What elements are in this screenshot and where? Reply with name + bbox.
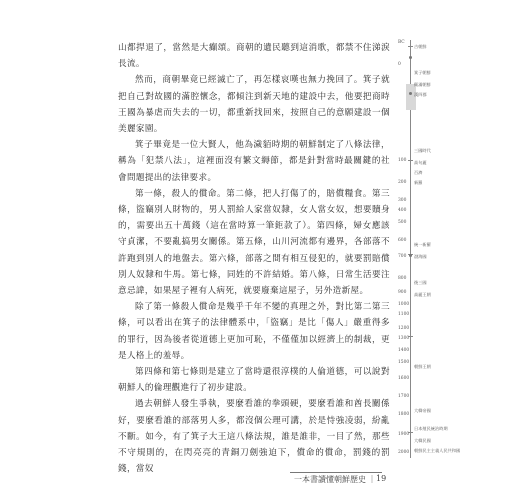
timeline-year: 700 bbox=[398, 254, 407, 259]
timeline-event: 統一新羅 bbox=[414, 242, 431, 247]
main-text bbox=[118, 40, 390, 475]
timeline-year: 200 bbox=[398, 180, 407, 185]
timeline-year: 900 bbox=[398, 290, 407, 295]
timeline-year: 1000 bbox=[398, 302, 410, 307]
timeline-event: 大韓帝國 bbox=[414, 408, 431, 413]
footer-separator: ｜ bbox=[368, 475, 376, 484]
timeline-tick bbox=[408, 160, 413, 161]
timeline-year: 600 bbox=[398, 238, 407, 243]
timeline-event: 新羅 bbox=[414, 180, 423, 185]
timeline-marker bbox=[409, 56, 412, 59]
timeline-event: 大韓民國 bbox=[414, 438, 431, 443]
timeline-year: 400 bbox=[398, 208, 407, 213]
timeline-year: 800 bbox=[398, 276, 407, 281]
paragraph: 箕子畢竟是一位大賢人，他為濊貊時期的朝鮮制定了八條法律，稱為「犯禁八法」，這裡面沒有繁文縟節，都是針對當時最關鍵的社會問題提出的法律要求。 bbox=[118, 140, 390, 183]
timeline-sidebar bbox=[398, 40, 461, 460]
timeline-event: 百濟 bbox=[414, 170, 423, 175]
timeline-year: 1400 bbox=[398, 348, 410, 353]
timeline-marker bbox=[409, 92, 412, 95]
page-number: 19 bbox=[376, 474, 387, 483]
timeline-tick bbox=[408, 336, 413, 337]
timeline-event: 古朝鮮 bbox=[414, 44, 427, 49]
timeline-event: 後三國 bbox=[414, 280, 427, 285]
timeline-year: 1500 bbox=[398, 360, 410, 365]
timeline-year: 1600 bbox=[398, 376, 410, 381]
timeline-event: 漢四郡 bbox=[414, 92, 427, 97]
footer-rule bbox=[290, 472, 382, 473]
timeline-event: 高麗王朝 bbox=[414, 292, 431, 297]
timeline-highlight bbox=[406, 84, 416, 110]
timeline-year: 100 bbox=[398, 158, 407, 163]
page-footer bbox=[290, 472, 408, 486]
timeline-year: 1900 bbox=[398, 432, 410, 437]
timeline-tick bbox=[408, 46, 413, 47]
timeline-year: BC bbox=[398, 40, 405, 45]
paragraph: 第四條和第七條則是建立了當時還很淳樸的人倫道德，可以說對朝鮮人的倫理觀進行了初步建設。 bbox=[118, 367, 390, 394]
timeline-year: 1700 bbox=[398, 394, 410, 399]
timeline-event: 朝鮮王朝 bbox=[414, 364, 431, 369]
timeline-event: 衛滿朝鮮 bbox=[414, 82, 431, 87]
paragraph: 過去朝鮮人發生爭執，要麼看誰的拳頭硬，要麼看誰和酋長關係好，要麼看誰的部落男人多，都沒個公理可講，於是恃強凌弱，紛亂不斷。如今，有了箕子大王這八條法規，誰是誰非，一目了然，那些不守規則的，在閃亮亮的青銅刀劍強迫下，償命的償命，罰錢的罰錢，當奴 bbox=[118, 399, 390, 475]
timeline-event: 朝鮮民主主義人民共和國 bbox=[414, 448, 461, 453]
timeline-event: 渤海國 bbox=[414, 254, 427, 259]
timeline-marker bbox=[409, 254, 412, 257]
paragraph: 山都捍退了，當然是大癲頌。商朝的遺民聽到這消歌，都禁不住涕淚長流。 bbox=[118, 43, 390, 70]
timeline-year: 500 bbox=[398, 220, 407, 225]
timeline-year: 2000 bbox=[398, 450, 410, 455]
timeline-year: 1100 bbox=[398, 312, 410, 317]
timeline-year: 1800 bbox=[398, 412, 410, 417]
paragraph: 第一條，殺人的償命。第二條，把人打傷了的，賠償糧食。第三條，盜竊別人財物的，男人罰給人家當奴隸，女人當女奴，想要贖身的，需要出五十萬錢（這在當時算一筆鉅款了）。第四條，婦女應該守貞潔，不要亂搞男女關係。第五條，山川河流都有邊界，各部落不許跑到別人的地盤去。第六條，部落之間有相互侵犯的，就要罰賠償別人奴隸和牛馬。第七條，同姓的不許結婚。第八條，日常生活要注意忌諱，如果屋子裡有人病死，就要廢棄這屋子，另外造新屋。 bbox=[118, 188, 390, 297]
timeline-year: 1200 bbox=[398, 326, 410, 331]
timeline-tick bbox=[408, 432, 413, 433]
timeline-year: 0 bbox=[398, 62, 401, 67]
timeline-year: 300 bbox=[398, 198, 407, 203]
timeline-event: 三國時代 bbox=[414, 148, 431, 153]
paragraph: 然而，商朝畢竟已經滅亡了，再怎樣哀嘆也無力挽回了。箕子就把自己對故國的滿腔懷念，都傾注到新天地的建設中去，他要把商時王國為暴虐而失去的一切，都重新找回來，按照自己的意願建設一個美麗家園。 bbox=[118, 75, 390, 135]
timeline-event: 日本殖民統治時期 bbox=[414, 426, 448, 431]
book-title: 一本書讀懂朝鮮歷史 bbox=[294, 475, 366, 484]
timeline-event: 高句麗 bbox=[414, 160, 427, 165]
paragraph: 除了第一條殺人償命是幾乎千年不變的真理之外，對比第二第三條，可以看出在箕子的法律體系中，「盜竊」是比「傷人」嚴重得多的罪行，因為後者從道德上更加可恥，不僅僅加以經濟上的制裁，更是人格上的羞辱。 bbox=[118, 302, 390, 361]
timeline-event: 箕子朝鮮 bbox=[414, 70, 431, 75]
timeline-year: 1300 bbox=[398, 336, 410, 341]
